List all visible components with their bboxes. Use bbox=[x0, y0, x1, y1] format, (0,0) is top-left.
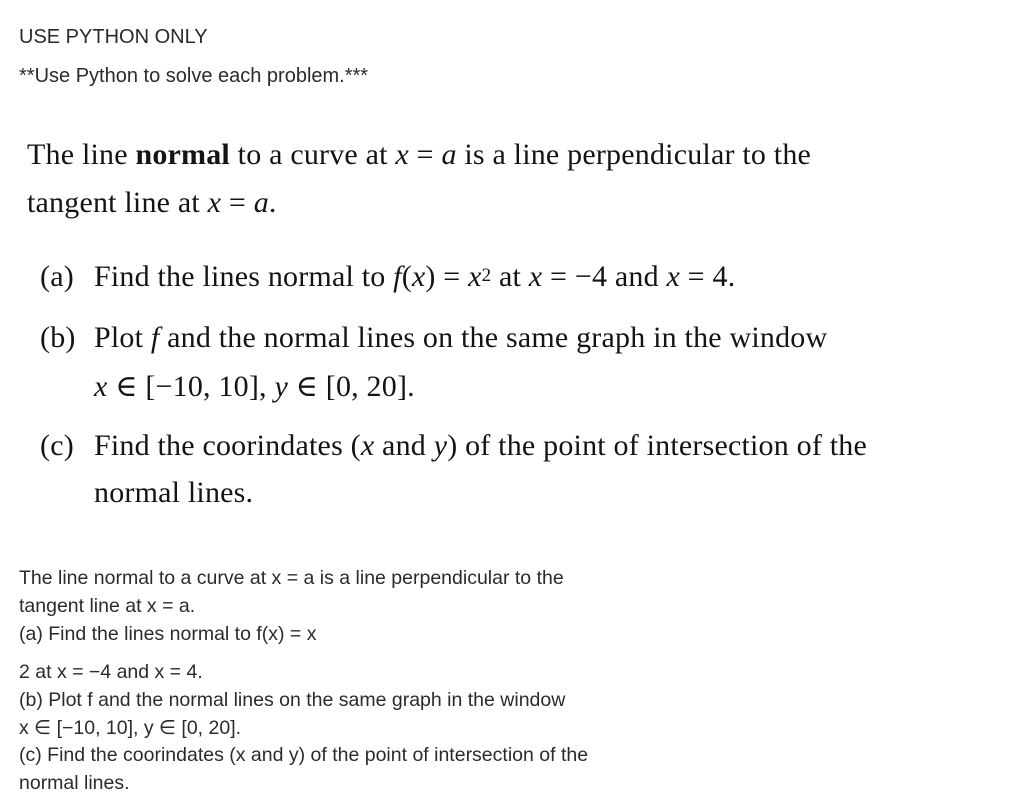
part-a-label: (a) bbox=[40, 260, 74, 293]
plain-line-1: The line normal to a curve at x = a is a line perpendicular to the bbox=[19, 567, 564, 589]
intro-line-2 bbox=[27, 186, 277, 220]
part-b-f: f bbox=[150, 321, 160, 354]
intro-line-1 bbox=[27, 138, 811, 172]
part-c-line-1 bbox=[40, 429, 867, 463]
intro-suffix: is a line perpendicular to the bbox=[456, 138, 812, 171]
part-b-label: (b) bbox=[40, 321, 76, 354]
part-a-x-squared: x bbox=[468, 260, 482, 293]
plain-line-8: normal lines. bbox=[19, 772, 130, 794]
part-b-line-1 bbox=[40, 321, 827, 355]
intro2-prefix: tangent line at bbox=[27, 186, 208, 219]
instruction-subtitle: **Use Python to solve each problem.*** bbox=[19, 65, 369, 87]
plain-line-3: (a) Find the lines normal to f(x) = x bbox=[19, 623, 317, 645]
part-a-x1: x bbox=[528, 260, 543, 293]
part-b-y: y bbox=[274, 370, 288, 403]
intro2-var-x: x bbox=[207, 186, 222, 219]
part-a bbox=[40, 260, 735, 294]
part-a-text: Find the lines normal to bbox=[94, 260, 394, 293]
part-b-text2: and the normal lines on the same graph in the window bbox=[159, 321, 828, 354]
part-a-paren-close: ) = bbox=[425, 260, 469, 293]
intro-var-a: a bbox=[441, 138, 457, 171]
part-a-at: at bbox=[491, 260, 529, 293]
part-a-exponent: 2 bbox=[481, 265, 492, 286]
part-c-y: y bbox=[433, 429, 448, 462]
part-b-yrange: ∈ [0, 20]. bbox=[287, 370, 415, 403]
part-b-x: x bbox=[94, 370, 108, 403]
part-b-line-2 bbox=[94, 369, 415, 404]
intro2-end: . bbox=[268, 186, 277, 219]
part-a-f: f bbox=[393, 260, 402, 293]
part-a-fx-x: x bbox=[411, 260, 426, 293]
instruction-title: USE PYTHON ONLY bbox=[19, 26, 208, 48]
part-c-text2: ) of the point of intersection of the bbox=[447, 429, 867, 462]
part-a-eq1: = −4 and bbox=[542, 260, 667, 293]
intro2-var-a: a bbox=[253, 186, 269, 219]
part-a-x2: x bbox=[666, 260, 680, 293]
part-c-label: (c) bbox=[40, 429, 74, 462]
part-b-xrange: ∈ [−10, 10], bbox=[107, 370, 275, 403]
plain-line-6: x ∈ [−10, 10], y ∈ [0, 20]. bbox=[19, 717, 242, 739]
part-c-line-2: normal lines. bbox=[94, 476, 254, 509]
intro-var-x: x bbox=[395, 138, 409, 171]
part-a-paren-open: ( bbox=[401, 260, 412, 293]
part-a-eq2: = 4. bbox=[679, 260, 736, 293]
part-c-and: and bbox=[374, 429, 434, 462]
plain-line-2: tangent line at x = a. bbox=[19, 595, 196, 617]
part-c-x: x bbox=[360, 429, 375, 462]
intro-mid: to a curve at bbox=[229, 138, 396, 171]
part-b-text1: Plot bbox=[94, 321, 151, 354]
intro-prefix: The line bbox=[27, 138, 136, 171]
plain-line-7: (c) Find the coorindates (x and y) of the point of intersection of the bbox=[19, 744, 589, 766]
intro-bold-normal: normal bbox=[135, 138, 230, 171]
intro2-eq: = bbox=[221, 186, 254, 219]
plain-line-5: (b) Plot f and the normal lines on the same graph in the window bbox=[19, 689, 566, 711]
plain-line-4: 2 at x = −4 and x = 4. bbox=[19, 661, 203, 683]
intro-eq: = bbox=[408, 138, 442, 171]
part-c-text1: Find the coorindates ( bbox=[94, 429, 361, 462]
